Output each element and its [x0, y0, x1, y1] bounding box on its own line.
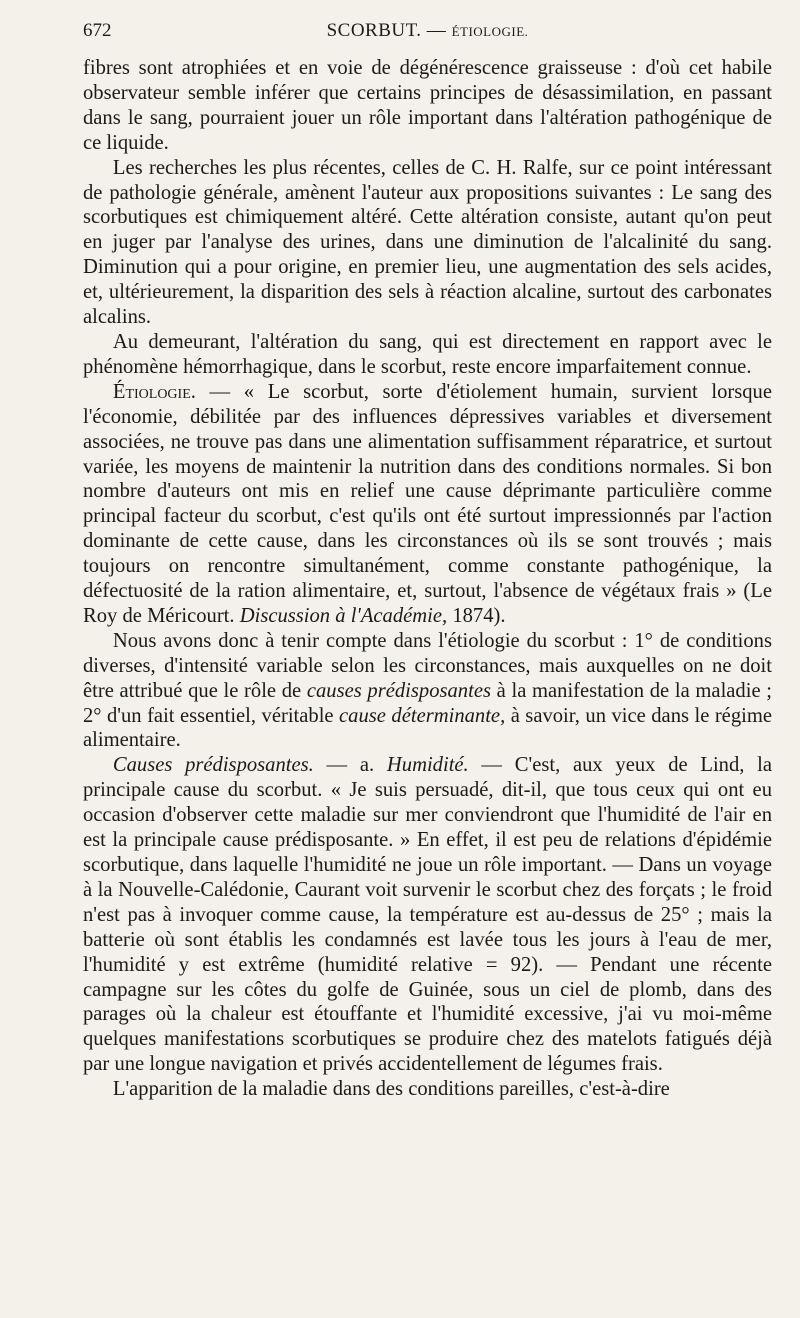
paragraph-5 — [83, 629, 772, 754]
paragraph-5-text-b: à la manifestation de la maladie ; 2° d'un fait essentiel, véritable — [83, 679, 772, 727]
paragraph-7: L'apparition de la maladie dans des conditions pareilles, c'est-à-dire — [112, 1078, 670, 1101]
paragraph-2: Les recherches les plus récentes, celles de C. H. Ralfe, sur ce point intéressant de pathologie générale, amènent l'auteur aux propositions suivantes : Le sang des scorbutiques est chimiquement altéré. Cette altération consiste, autant qu'on peut en juger par l'analyse des urines, dans une diminution de l'alcalinité du sang. Diminution qui a pour origine, en premier lieu, une augmentation des sels acides, et, ultérieurement, la disparition des sels à réaction alcaline, surtout des carbonates alcalins. — [83, 156, 772, 329]
paragraph-6 — [83, 753, 772, 1077]
running-head-title: SCORBUT. — — [326, 20, 447, 41]
paragraph-6-text-b: — C'est, aux yeux de Lind, la principale cause du scorbut. « Je suis persuadé, dit-il, que tous ceux qui ont eu occasion d'observer cette maladie sur mer conviendront que l'humidité de l'air en est la principale cause prédisposante. » En effet, il est peu de relations d'épidémie scorbutique, dans laquelle l'humidité ne joue un rôle important. — Dans un voyage à la Nouvelle-Calédonie, Caurant voit survenir le scorbut chez des forçats ; le froid n'est pas à invoquer comme cause, la température est au-dessus de 25° ; mais la batterie où sont établis les condamnés est lavée tous les jours à l'eau de mer, l'humidité y est extrême (humidité relative = 92). — Pendant une récente campagne sur les côtes du golfe de Guinée, sous un ciel de plomb, dans des parages où la chaleur est étouffante et l'humidité excessive, j'ai vu moi-même quelques manifestations scorbutiques se produire chez des matelots fatigués déjà par une longue navigation et privés accidentellement de légumes frais. — [83, 754, 773, 1076]
paragraph-5-text-c: à savoir, un vice dans le régime alimentaire. — [83, 704, 772, 752]
paragraph-6-text-a: — a. — [313, 754, 387, 777]
paragraph-3: Au demeurant, l'altération du sang, qui est directement en rapport avec le phénomène hémorrhagique, dans le scorbut, reste encore imparfaitement connue. — [83, 330, 772, 378]
paragraph-etiologie — [83, 380, 772, 629]
etiologie-text: — « Le scorbut, sorte d'étiolement humain, survient lorsque l'économie, débilitée par des influences dépressives variables et diversement associées, ne trouve pas dans une alimentation suffisamment réparatrice, et surtout variée, les moyens de maintenir la nutrition dans des conditions normales. Si bon nombre d'auteurs ont mis en relief une cause déprimante particulière comme principal facteur du scorbut, c'est qu'ils ont été surtout impressionnés par l'action dominante de cette cause, dans les circonstances où ils se sont trouvés ; mais toujours on rencontre simultanément, comme constante pathogénique, la défectuosité de la ration alimentaire, et, surtout, l'absence de végétaux frais » (Le Roy de Méricourt. — [83, 380, 772, 627]
running-head-section: ÉTIOLOGIE. — [451, 24, 529, 39]
page-header — [83, 16, 772, 46]
term-causes-predisposantes: causes prédisposantes — [306, 679, 491, 702]
citation-year: 1874). — [447, 604, 506, 627]
subheading-humidite: Humidité. — [386, 754, 469, 777]
page-number: 672 — [83, 20, 112, 41]
citation-title: Discussion à l'Académie, — [239, 604, 448, 627]
running-head — [83, 16, 772, 47]
term-cause-determinante: cause déterminante, — [339, 704, 506, 727]
paragraph-5-text-a: Nous avons donc à tenir compte dans l'étiologie du scorbut : 1° de conditions diverses, d'intensité variable selon les circonstances, mais auxquelles on ne doit être attribué que le rôle de — [83, 629, 772, 702]
subheading-causes-predisposantes: Causes prédisposantes. — [112, 754, 314, 777]
section-heading-etiologie: Étiologie. — [112, 380, 196, 403]
paragraph-1: fibres sont atrophiées et en voie de dégénérescence graisseuse : d'où cet habile observateur semble inférer que certains principes de désassimilation, en passant dans le sang, pourraient jouer un rôle important dans l'altération pathogénique de ce liquide. — [83, 57, 772, 154]
body-text — [83, 56, 772, 1102]
